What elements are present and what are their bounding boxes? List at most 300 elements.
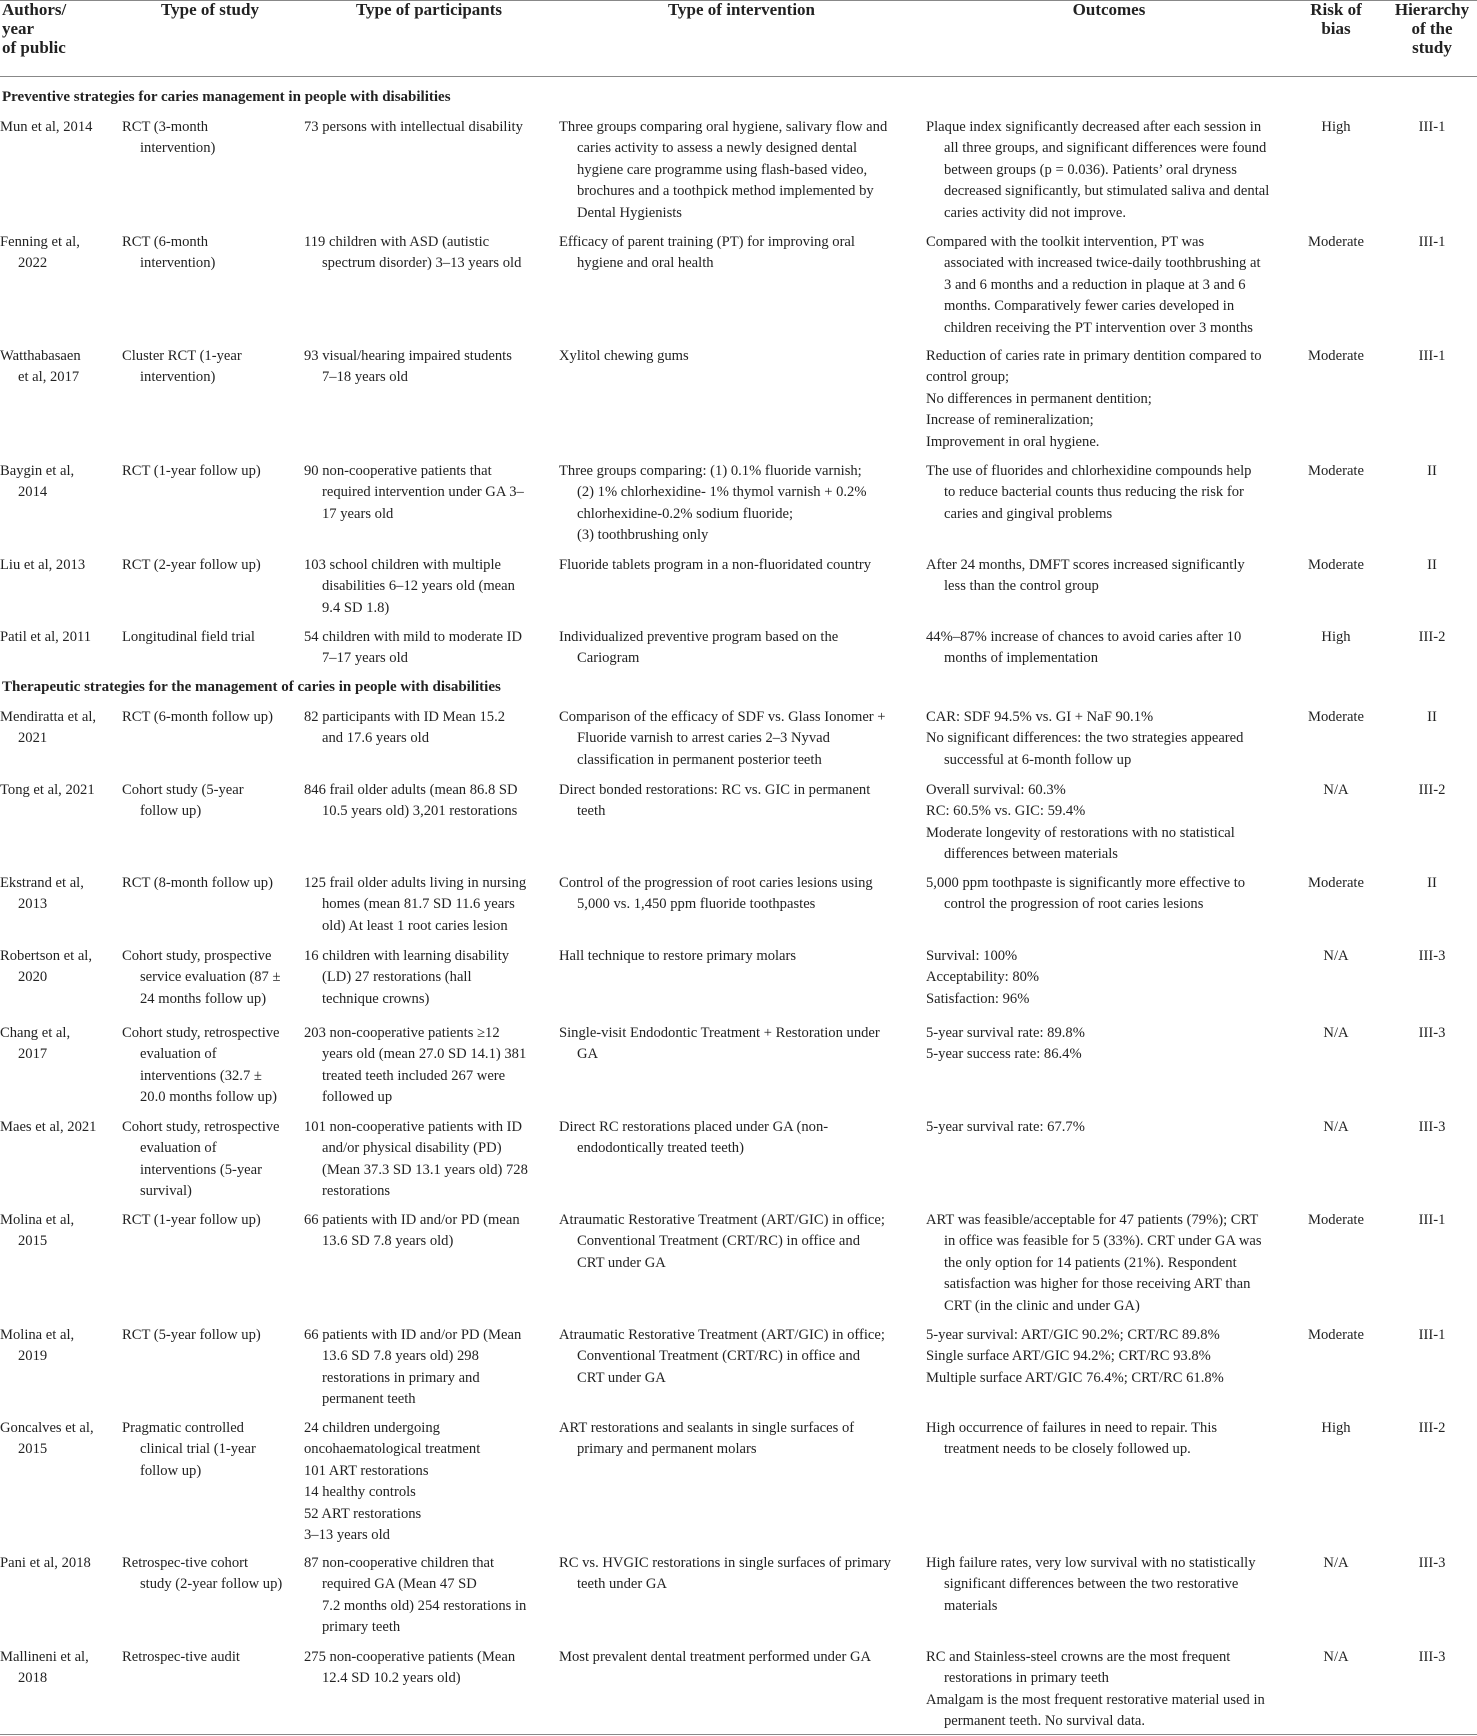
- cell-line: 20.0 months follow up): [140, 1089, 278, 1106]
- participants-cell: [304, 1325, 521, 1411]
- cell-line: Cohort study (5-year: [122, 782, 244, 798]
- cell-line: RC vs. HVGIC restorations in single surfaces of primary: [559, 1555, 891, 1571]
- cell-line: permanent teeth. No survival data.: [944, 1713, 1145, 1730]
- cell-line: 2015: [18, 1441, 48, 1458]
- risk-of-bias-cell: High: [1321, 1420, 1351, 1436]
- cell-line: Mun et al, 2014: [0, 119, 93, 135]
- cell-line: 3–13 years old: [304, 1527, 390, 1544]
- cell-line: Efficacy of parent training (PT) for improving oral: [559, 234, 855, 250]
- cell-line: High occurrence of failures in need to repair. This: [926, 1420, 1218, 1436]
- intervention-cell: [559, 707, 886, 771]
- cell-line: 14 healthy controls: [304, 1484, 416, 1501]
- cell-line: required GA (Mean 47 SD: [322, 1576, 477, 1593]
- hierarchy-cell: III-3: [1418, 1119, 1446, 1135]
- study-type-cell: [122, 232, 215, 275]
- study-type-cell: [122, 1553, 282, 1596]
- participants-cell: [304, 346, 512, 389]
- cell-line: ART was feasible/acceptable for 47 patients (79%); CRT: [926, 1212, 1259, 1228]
- author-cell: [0, 1023, 70, 1066]
- cell-line: Mallineni et al,: [0, 1649, 89, 1665]
- author-cell: [0, 1210, 74, 1253]
- header-line: of public: [2, 38, 66, 57]
- cell-line: all three groups, and significant differences were found: [944, 140, 1267, 157]
- risk-of-bias-cell: N/A: [1323, 1025, 1349, 1041]
- cell-line: RCT (5-year follow up): [122, 1327, 261, 1343]
- study-type-cell: [122, 627, 255, 648]
- cell-line: Retrospec-tive cohort: [122, 1555, 249, 1571]
- cell-line: old) At least 1 root caries lesion: [322, 917, 508, 934]
- header-hierarchy: [1392, 0, 1472, 57]
- cell-line: caries and gingival problems: [944, 505, 1113, 522]
- participants-cell: [304, 873, 526, 937]
- risk-of-bias-cell: Moderate: [1308, 709, 1364, 725]
- cell-line: treated teeth included 267 were: [322, 1067, 506, 1084]
- author-cell: [0, 461, 74, 504]
- cell-line: brochures and a toothpick method implemented by: [577, 183, 874, 200]
- cell-line: 93 visual/hearing impaired students: [304, 348, 512, 364]
- participants-cell: [304, 627, 522, 670]
- cell-line: 73 persons with intellectual disability: [304, 119, 523, 135]
- cell-line: Chang et al,: [0, 1025, 71, 1041]
- cell-line: Reduction of caries rate in primary dentition compared to: [926, 348, 1262, 364]
- cell-line: (Mean 37.3 SD 13.1 years old) 728: [322, 1161, 528, 1178]
- cell-line: 2020: [18, 969, 48, 986]
- cell-line: intervention): [140, 255, 216, 272]
- study-type-cell: [122, 1023, 280, 1109]
- outcomes-cell: [926, 461, 1251, 525]
- cell-line: interventions (32.7 ±: [140, 1067, 262, 1084]
- cell-line: Tong et al, 2021: [0, 782, 95, 798]
- cell-line: GA: [577, 1046, 599, 1063]
- cell-line: Single-visit Endodontic Treatment + Restoration under: [559, 1025, 880, 1041]
- cell-line: permanent teeth: [322, 1391, 416, 1408]
- intervention-cell: [559, 946, 796, 967]
- cell-line: children receiving the PT intervention over 3 months: [944, 319, 1253, 336]
- cell-line: between groups (p = 0.036). Patients’ oral dryness: [944, 161, 1237, 178]
- participants-cell: [304, 461, 524, 525]
- cell-line: RC: 60.5% vs. GIC: 59.4%: [926, 803, 1086, 820]
- cell-line: 5,000 ppm toothpaste is significantly more effective to: [926, 875, 1246, 891]
- cell-line: 2017: [18, 1046, 48, 1063]
- cell-line: ART restorations and sealants in single surfaces of: [559, 1420, 855, 1436]
- cell-line: 17 years old: [322, 505, 394, 522]
- author-cell: [0, 707, 96, 750]
- cell-line: Molina et al,: [0, 1327, 75, 1343]
- cell-line: to reduce bacterial counts thus reducing the risk for: [944, 484, 1244, 501]
- cell-line: 24 children undergoing: [304, 1420, 440, 1436]
- cell-line: months. Comparatively fewer caries developed in: [944, 298, 1235, 315]
- cell-line: evaluation of: [140, 1140, 217, 1157]
- study-type-cell: [122, 555, 261, 576]
- cell-line: 5,000 vs. 1,450 ppm fluoride toothpastes: [577, 896, 816, 913]
- cell-line: Goncalves et al,: [0, 1420, 94, 1436]
- header-outcomes: [926, 0, 1292, 19]
- outcomes-cell: [926, 946, 1039, 1010]
- header-line: of the: [1411, 19, 1453, 38]
- cell-line: 2015: [18, 1233, 48, 1250]
- cell-line: 66 patients with ID and/or PD (mean: [304, 1212, 520, 1228]
- hierarchy-cell: III-2: [1418, 629, 1446, 645]
- cell-line: Cohort study, retrospective: [122, 1025, 280, 1041]
- outcomes-cell: [926, 1117, 1085, 1138]
- cell-line: Direct RC restorations placed under GA (non-: [559, 1119, 829, 1135]
- cell-line: RCT (3-month: [122, 119, 209, 135]
- cell-line: and/or physical disability (PD): [322, 1140, 502, 1157]
- hierarchy-cell: III-3: [1418, 1649, 1446, 1665]
- cell-line: 103 school children with multiple: [304, 557, 501, 573]
- cell-line: Longitudinal field trial: [122, 629, 255, 645]
- author-cell: [0, 780, 95, 801]
- cell-line: required intervention under GA 3–: [322, 484, 524, 501]
- cell-line: materials: [944, 1597, 998, 1614]
- cell-line: teeth under GA: [577, 1576, 667, 1593]
- author-cell: [0, 627, 91, 648]
- intervention-cell: [559, 1418, 854, 1461]
- cell-line: associated with increased twice-daily toothbrushing at: [944, 255, 1261, 272]
- study-type-cell: [122, 117, 215, 160]
- author-cell: [0, 232, 80, 275]
- hierarchy-cell: III-3: [1418, 948, 1446, 964]
- header-type-of-study: [120, 0, 300, 19]
- table-bottom-rule: [0, 1734, 1477, 1735]
- participants-cell: [304, 780, 518, 823]
- participants-cell: [304, 555, 515, 619]
- cell-line: No differences in permanent dentition;: [926, 390, 1152, 407]
- cell-line: Comparison of the efficacy of SDF vs. Glass Ionomer +: [559, 709, 886, 725]
- cell-line: Baygin et al,: [0, 463, 75, 479]
- intervention-cell: [559, 1117, 828, 1160]
- cell-line: oncohaematological treatment: [304, 1441, 481, 1458]
- cell-line: Hall technique to restore primary molars: [559, 948, 797, 964]
- header-type-of-intervention: [559, 0, 924, 19]
- cell-line: homes (mean 81.7 SD 11.6 years: [322, 896, 515, 913]
- header-line: Risk of: [1310, 0, 1362, 19]
- outcomes-cell: [926, 707, 1243, 771]
- author-cell: [0, 1117, 96, 1138]
- risk-of-bias-cell: N/A: [1323, 1649, 1349, 1665]
- outcomes-cell: [926, 1647, 1265, 1733]
- cell-line: 5-year survival rate: 67.7%: [926, 1119, 1085, 1135]
- hierarchy-cell: III-1: [1418, 348, 1446, 364]
- cell-line: Moderate longevity of restorations with no statistical: [926, 824, 1235, 841]
- cell-line: intervention): [140, 140, 216, 157]
- cell-line: (LD) 27 restorations (hall: [322, 969, 472, 986]
- cell-line: 13.6 SD 7.8 years old) 298: [322, 1348, 479, 1365]
- cell-line: Survival: 100%: [926, 948, 1018, 964]
- header-line: year: [2, 19, 35, 38]
- cell-line: control the progression of root caries lesions: [944, 896, 1204, 913]
- header-line: Type of study: [161, 0, 259, 19]
- risk-of-bias-cell: Moderate: [1308, 875, 1364, 891]
- header-bottom-rule: [0, 76, 1477, 77]
- cell-line: 16 children with learning disability: [304, 948, 510, 964]
- header-line: bias: [1321, 19, 1351, 38]
- cell-line: endodontically treated teeth): [577, 1140, 744, 1157]
- cell-line: Cohort study, retrospective: [122, 1119, 280, 1135]
- cell-line: 2022: [18, 255, 48, 272]
- cell-line: successful at 6-month follow up: [944, 751, 1132, 768]
- outcomes-cell: [926, 1210, 1262, 1317]
- cell-line: in office was feasible for 5 (33%). CRT under GA was: [944, 1233, 1262, 1250]
- cell-line: restorations in primary and: [322, 1369, 480, 1386]
- risk-of-bias-cell: High: [1321, 629, 1351, 645]
- cell-line: RC and Stainless-steel crowns are the most frequent: [926, 1649, 1231, 1665]
- cell-line: 2019: [18, 1348, 48, 1365]
- participants-cell: [304, 1023, 526, 1109]
- cell-line: 101 non-cooperative patients with ID: [304, 1119, 523, 1135]
- cell-line: Mendiratta et al,: [0, 709, 97, 725]
- cell-line: Fluoride tablets program in a non-fluoridated country: [559, 557, 872, 573]
- hierarchy-cell: II: [1427, 875, 1437, 891]
- cell-line: 5-year success rate: 86.4%: [926, 1046, 1082, 1063]
- cell-line: differences between materials: [944, 846, 1118, 863]
- cell-line: Molina et al,: [0, 1212, 75, 1228]
- hierarchy-cell: III-3: [1418, 1555, 1446, 1571]
- cell-line: RCT (6-month: [122, 234, 209, 250]
- hierarchy-cell: II: [1427, 463, 1437, 479]
- cell-line: Conventional Treatment (CRT/RC) in office and: [577, 1348, 860, 1365]
- cell-line: 101 ART restorations: [304, 1462, 429, 1479]
- author-cell: [0, 1325, 74, 1368]
- cell-line: Pragmatic controlled: [122, 1420, 244, 1436]
- intervention-cell: [559, 873, 873, 916]
- outcomes-cell: [926, 780, 1235, 866]
- cell-line: Conventional Treatment (CRT/RC) in office and: [577, 1233, 860, 1250]
- intervention-cell: [559, 1553, 891, 1596]
- hierarchy-cell: III-1: [1418, 119, 1446, 135]
- study-type-cell: [122, 1117, 280, 1203]
- cell-line: Satisfaction: 96%: [926, 990, 1030, 1007]
- cell-line: 24 months follow up): [140, 990, 267, 1007]
- hierarchy-cell: III-2: [1418, 1420, 1446, 1436]
- outcomes-cell: [926, 232, 1261, 339]
- study-type-cell: [122, 780, 244, 823]
- cell-line: chlorhexidine-0.2% sodium fluoride;: [577, 505, 794, 522]
- cell-line: RCT (6-month follow up): [122, 709, 273, 725]
- cell-line: significant differences between the two restorative: [944, 1576, 1239, 1593]
- cell-line: months of implementation: [944, 650, 1099, 667]
- cell-line: 5-year survival rate: 89.8%: [926, 1025, 1085, 1041]
- author-cell: [0, 873, 84, 916]
- cell-line: CRT under GA: [577, 1254, 666, 1271]
- cell-line: 82 participants with ID Mean 15.2: [304, 709, 506, 725]
- intervention-cell: [559, 780, 870, 823]
- cell-line: 3 and 6 months and a reduction in plaque at 3 and 6: [944, 276, 1246, 293]
- hierarchy-cell: III-3: [1418, 1025, 1446, 1041]
- cell-line: caries activity to assess a newly designed dental: [577, 140, 858, 157]
- cell-line: Single surface ART/GIC 94.2%; CRT/RC 93.8%: [926, 1348, 1211, 1365]
- cell-line: follow up): [140, 1462, 202, 1479]
- participants-cell: [304, 117, 523, 138]
- cell-line: caries activity did not improve.: [944, 204, 1126, 221]
- cell-line: 7.2 months old) 254 restorations in: [322, 1597, 527, 1614]
- study-type-cell: [122, 1325, 261, 1346]
- intervention-cell: [559, 346, 689, 367]
- cell-line: Plaque index significantly decreased after each session in: [926, 119, 1262, 135]
- section-heading: Therapeutic strategies for the management of caries in people with disabilities: [2, 679, 501, 695]
- cell-line: the only option for 14 patients (21%). Respondent: [944, 1254, 1237, 1271]
- cell-line: Cohort study, prospective: [122, 948, 272, 964]
- cell-line: spectrum disorder) 3–13 years old: [322, 255, 522, 272]
- cell-line: 5-year survival: ART/GIC 90.2%; CRT/RC 89.8%: [926, 1327, 1220, 1343]
- hierarchy-cell: III-1: [1418, 1212, 1446, 1228]
- outcomes-cell: [926, 1553, 1256, 1617]
- cell-line: High failure rates, very low survival with no statistically: [926, 1555, 1256, 1571]
- cell-line: RCT (8-month follow up): [122, 875, 273, 891]
- header-line: Hierarchy: [1394, 0, 1470, 19]
- cell-line: clinical trial (1-year: [140, 1441, 256, 1458]
- cell-line: satisfaction was higher for those receiving ART than: [944, 1276, 1251, 1293]
- cell-line: (3) toothbrushing only: [577, 527, 709, 544]
- cell-line: et al, 2017: [18, 369, 80, 386]
- cell-line: Liu et al, 2013: [0, 557, 86, 573]
- cell-line: 13.6 SD 7.8 years old): [322, 1233, 454, 1250]
- header-authors: [2, 0, 112, 57]
- cell-line: Control of the progression of root caries lesions using: [559, 875, 873, 891]
- cell-line: evaluation of: [140, 1046, 217, 1063]
- outcomes-cell: [926, 346, 1262, 453]
- cell-line: primary and permanent molars: [577, 1441, 757, 1458]
- cell-line: 10.5 years old) 3,201 restorations: [322, 803, 518, 820]
- header-line: Type of intervention: [667, 0, 815, 19]
- header-line: study: [1412, 38, 1452, 57]
- cell-line: Cariogram: [577, 650, 640, 667]
- risk-of-bias-cell: Moderate: [1308, 348, 1364, 364]
- hierarchy-cell: III-1: [1418, 1327, 1446, 1343]
- header-line: Type of participants: [355, 0, 503, 19]
- participants-cell: [304, 946, 509, 1010]
- study-type-cell: [122, 1647, 240, 1668]
- cell-line: less than the control group: [944, 578, 1099, 595]
- header-risk-of-bias: [1296, 0, 1376, 38]
- study-type-cell: [122, 707, 273, 728]
- cell-line: Ekstrand et al,: [0, 875, 84, 891]
- author-cell: [0, 946, 92, 989]
- cell-line: CAR: SDF 94.5% vs. GI + NaF 90.1%: [926, 709, 1154, 725]
- cell-line: 7–18 years old: [322, 369, 408, 386]
- cell-line: 2014: [18, 484, 48, 501]
- participants-cell: [304, 1553, 526, 1639]
- cell-line: Multiple surface ART/GIC 76.4%; CRT/RC 61.8%: [926, 1369, 1224, 1386]
- cell-line: Maes et al, 2021: [0, 1119, 97, 1135]
- cell-line: 90 non-cooperative patients that: [304, 463, 492, 479]
- cell-line: Acceptability: 80%: [926, 969, 1040, 986]
- cell-line: 2018: [18, 1670, 48, 1687]
- intervention-cell: [559, 1647, 871, 1668]
- cell-line: treatment needs to be closely followed up.: [944, 1441, 1191, 1458]
- cell-line: Improvement in oral hygiene.: [926, 433, 1100, 450]
- cell-line: 2021: [18, 730, 48, 747]
- risk-of-bias-cell: N/A: [1323, 782, 1349, 798]
- participants-cell: [304, 232, 521, 275]
- participants-cell: [304, 707, 505, 750]
- cell-line: The use of fluorides and chlorhexidine compounds help: [926, 463, 1252, 479]
- intervention-cell: [559, 232, 855, 275]
- cell-line: decreased significantly, but stimulated saliva and dental: [944, 183, 1270, 200]
- cell-line: Atraumatic Restorative Treatment (ART/GIC) in office;: [559, 1212, 885, 1228]
- cell-line: Pani et al, 2018: [0, 1555, 91, 1571]
- cell-line: (2) 1% chlorhexidine- 1% thymol varnish + 0.2%: [577, 484, 867, 501]
- outcomes-cell: [926, 117, 1269, 224]
- participants-cell: [304, 1117, 528, 1203]
- cell-line: 846 frail older adults (mean 86.8 SD: [304, 782, 518, 798]
- cell-line: Patil et al, 2011: [0, 629, 92, 645]
- outcomes-cell: [926, 873, 1245, 916]
- cell-line: Increase of remineralization;: [926, 412, 1094, 429]
- cell-line: RCT (2-year follow up): [122, 557, 261, 573]
- cell-line: Fenning et al,: [0, 234, 80, 250]
- cell-line: Three groups comparing: (1) 0.1% fluoride varnish;: [559, 463, 862, 479]
- cell-line: hygiene and oral health: [577, 255, 714, 272]
- cell-line: Compared with the toolkit intervention, PT was: [926, 234, 1205, 250]
- intervention-cell: [559, 627, 838, 670]
- outcomes-cell: [926, 627, 1241, 670]
- hierarchy-cell: II: [1427, 709, 1437, 725]
- cell-line: teeth: [577, 803, 606, 820]
- cell-line: 52 ART restorations: [304, 1505, 422, 1522]
- cell-line: Amalgam is the most frequent restorative material used in: [926, 1691, 1265, 1708]
- author-cell: [0, 1418, 94, 1461]
- cell-line: Individualized preventive program based on the: [559, 629, 839, 645]
- cell-line: Xylitol chewing gums: [559, 348, 689, 364]
- cell-line: service evaluation (87 ±: [140, 969, 281, 986]
- cell-line: After 24 months, DMFT scores increased significantly: [926, 557, 1245, 573]
- study-type-cell: [122, 1418, 256, 1482]
- cell-line: Cluster RCT (1-year: [122, 348, 242, 364]
- cell-line: followed up: [322, 1089, 393, 1106]
- cell-line: RCT (1-year follow up): [122, 463, 261, 479]
- header-type-of-participants: [304, 0, 554, 19]
- cell-line: 275 non-cooperative patients (Mean: [304, 1649, 516, 1665]
- cell-line: restorations: [322, 1183, 391, 1200]
- intervention-cell: [559, 1210, 885, 1274]
- study-type-cell: [122, 1210, 261, 1231]
- risk-of-bias-cell: Moderate: [1308, 463, 1364, 479]
- cell-line: 12.4 SD 10.2 years old): [322, 1670, 461, 1687]
- risk-of-bias-cell: N/A: [1323, 948, 1349, 964]
- cell-line: disabilities 6–12 years old (mean: [322, 578, 515, 595]
- cell-line: Direct bonded restorations: RC vs. GIC in permanent: [559, 782, 871, 798]
- cell-line: study (2-year follow up): [140, 1576, 283, 1593]
- header-line: Outcomes: [1072, 0, 1146, 19]
- participants-cell: [304, 1647, 515, 1690]
- cell-line: 66 patients with ID and/or PD (Mean: [304, 1327, 522, 1343]
- hierarchy-cell: II: [1427, 557, 1437, 573]
- risk-of-bias-cell: Moderate: [1308, 1327, 1364, 1343]
- risk-of-bias-cell: Moderate: [1308, 1212, 1364, 1228]
- cell-line: No significant differences: the two strategies appeared: [926, 730, 1244, 747]
- risk-of-bias-cell: N/A: [1323, 1119, 1349, 1135]
- author-cell: [0, 1647, 89, 1690]
- cell-line: 87 non-cooperative children that: [304, 1555, 495, 1571]
- cell-line: Watthabasaen: [0, 348, 81, 364]
- participants-cell: [304, 1210, 520, 1253]
- author-cell: [0, 117, 92, 138]
- cell-line: classification in permanent posterior teeth: [577, 751, 822, 768]
- intervention-cell: [559, 461, 867, 547]
- cell-line: Overall survival: 60.3%: [926, 782, 1066, 798]
- author-cell: [0, 1553, 91, 1574]
- cell-line: 203 non-cooperative patients ≥12: [304, 1025, 500, 1041]
- outcomes-cell: [926, 1023, 1085, 1066]
- cell-line: 54 children with mild to moderate ID: [304, 629, 523, 645]
- cell-line: survival): [140, 1183, 192, 1200]
- header-line: Authors/: [2, 0, 67, 19]
- risk-of-bias-cell: Moderate: [1308, 557, 1364, 573]
- cell-line: restorations in primary teeth: [944, 1670, 1109, 1687]
- cell-line: years old (mean 27.0 SD 14.1) 381: [322, 1046, 527, 1063]
- cell-line: CRT (in the clinic and under GA): [944, 1297, 1140, 1314]
